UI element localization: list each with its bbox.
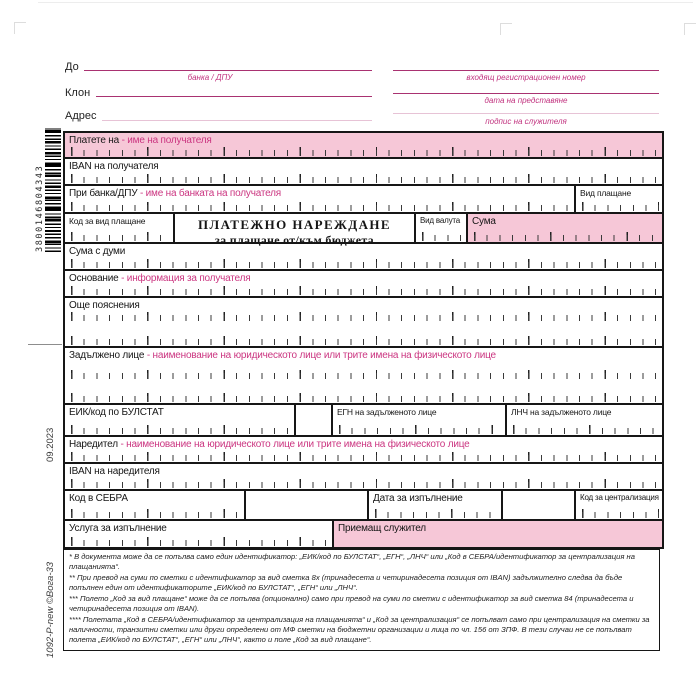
payment-order-form — [63, 131, 664, 549]
barcode — [35, 128, 62, 252]
address-label: Адрес — [65, 110, 97, 122]
iban-payee-comb — [71, 174, 659, 183]
field-sebra[interactable] — [65, 491, 244, 519]
form-title-line1: ПЛАТЕЖНО НАРЕЖДАНЕ — [198, 217, 391, 232]
reg-signature-line[interactable] — [393, 113, 659, 114]
more-details-comb2 — [71, 336, 659, 345]
field-amount[interactable] — [468, 214, 662, 242]
footnote-2: ** При превод на суми по сметки с идентификатор за вид сметка 8x (тринадесета и четиринадесета позиция от IBAN) задължително следва да бъде попълнен един от идентификаторите „ЕИК/код по БУЛСТАТ“, „ЕГН“ или „ЛНЧ“. — [69, 573, 623, 593]
to-sublabel: банка / ДПУ — [187, 73, 233, 82]
row-identifiers — [65, 403, 662, 435]
field-amount-words[interactable] — [65, 242, 662, 269]
payee-comb — [71, 147, 659, 156]
field-payee[interactable] — [65, 133, 662, 157]
currency-comb — [422, 232, 463, 241]
egn-label: ЕГН на задълженото лице — [337, 407, 437, 417]
field-orderer[interactable] — [65, 435, 662, 462]
field-obliged[interactable] — [65, 346, 662, 380]
sebra-label: Код в СЕБРА — [69, 493, 128, 504]
centralization-code-label: Код за централизация — [580, 493, 659, 502]
sebra-comb — [71, 509, 241, 518]
exec-date-label: Дата за изпълнение — [373, 493, 463, 504]
edition-date: 09.2023 — [45, 427, 56, 462]
payment-kind-code-label: Код за вид плащане — [69, 216, 146, 226]
amount-comb — [474, 232, 659, 241]
field-grounds[interactable] — [65, 269, 662, 296]
exec-gap-cell — [501, 491, 574, 519]
form-code: 1092-P-new ©Вога-33 — [45, 561, 56, 658]
row-service — [65, 519, 662, 547]
field-more-details-line2[interactable] — [65, 322, 662, 346]
page-top-edge — [38, 2, 693, 3]
to-label: До — [65, 61, 79, 73]
field-centralization-code[interactable] — [574, 491, 662, 519]
field-receiving-officer[interactable] — [332, 521, 662, 547]
footnote-4: **** Полетата „Код в СЕБРА/идентификатор за централизация на плащанията“ и „Код за централизация“ се попълват само при централизация на сметки за наличности, транзитни сметки или други определени от МФ сметки на бюджетни организации и лица по чл. 156 от ЗПФ. В тези случаи не се попълват полета „ЕИК/код по БУЛСТАТ“, „ЕГН“ или „ЛНЧ“, както и поле „Код за вид плащане“. — [69, 615, 650, 645]
field-exec-service[interactable] — [65, 521, 332, 547]
bank-label: При банка/ДПУ — [69, 188, 138, 199]
grounds-comb — [71, 286, 659, 295]
amount-words-label: Сума с думи — [69, 246, 126, 257]
field-payment-type[interactable] — [574, 186, 662, 212]
address-line[interactable] — [102, 120, 372, 121]
amount-label: Сума — [472, 216, 496, 227]
iban-orderer-label: IBAN на наредителя — [69, 466, 160, 477]
crop-mark — [14, 22, 26, 34]
obliged-comb2 — [71, 393, 659, 402]
grounds-label: Основание — [69, 273, 119, 284]
identifier-gap-cell — [294, 405, 331, 435]
reg-number-label: входящ регистрационен номер — [466, 73, 586, 82]
obliged-label: Задължено лице — [69, 350, 145, 361]
to-line[interactable] — [84, 70, 372, 71]
row-sebra — [65, 489, 662, 519]
eik-comb — [71, 425, 291, 434]
field-more-details[interactable] — [65, 296, 662, 322]
field-egn[interactable] — [331, 405, 505, 435]
orderer-label: Наредител — [69, 439, 118, 450]
eik-label: ЕИК/код по БУЛСТАТ — [69, 407, 164, 418]
more-details-label: Още пояснения — [69, 300, 140, 311]
barcode-number: 3800146804343 — [35, 164, 45, 252]
crop-mark — [684, 23, 696, 35]
footnotes-box — [63, 549, 660, 651]
currency-label: Вид валута — [420, 216, 460, 225]
branch-line[interactable] — [96, 96, 372, 97]
lnch-label: ЛНЧ на задълженото лице — [511, 407, 612, 417]
obliged-comb — [71, 370, 659, 379]
sebra-gap-cell — [244, 491, 367, 519]
field-bank[interactable] — [65, 186, 574, 212]
exec-service-label: Услуга за изпълнение — [69, 523, 167, 534]
iban-orderer-comb — [71, 479, 659, 488]
form-title — [173, 214, 416, 247]
orderer-hint: - наименование на юридическото лице или трите имена на физическото лице — [120, 439, 470, 450]
field-iban-payee[interactable] — [65, 157, 662, 184]
reg-number-line[interactable] — [393, 70, 659, 71]
egn-comb — [339, 425, 502, 434]
iban-payee-label: IBAN на получателя — [69, 161, 159, 172]
bank-comb — [71, 202, 571, 211]
payee-label: Платете на — [69, 135, 119, 146]
field-eik[interactable] — [65, 405, 294, 435]
crop-mark — [500, 23, 512, 35]
field-currency[interactable] — [416, 214, 468, 242]
barcode-bars — [45, 128, 61, 252]
centralization-code-comb — [582, 509, 659, 518]
exec-service-comb — [71, 537, 329, 546]
amount-words-comb — [71, 259, 659, 268]
field-payment-kind-code[interactable] — [65, 214, 173, 242]
payment-kind-code-comb — [71, 232, 170, 241]
field-obliged-line2[interactable] — [65, 380, 662, 403]
obliged-hint: - наименование на юридическото лице или трите имена на физическото лице — [146, 350, 496, 361]
payment-type-label: Вид плащане — [580, 188, 631, 198]
reg-date-label: дата на представяне — [484, 96, 568, 105]
field-lnch[interactable] — [505, 405, 662, 435]
payment-type-comb — [582, 202, 659, 211]
registration-mark — [28, 344, 62, 345]
exec-date-comb — [375, 509, 498, 518]
bank-hint: - име на банката на получателя — [139, 188, 281, 199]
lnch-comb — [513, 425, 659, 434]
grounds-hint: - информация за получателя — [121, 273, 251, 284]
row-title — [65, 212, 662, 247]
orderer-comb — [71, 452, 659, 461]
reg-signature-label: подпис на служителя — [485, 117, 567, 126]
footnote-3: *** Полето „Код за вид плащане“ може да се попълва (опционално) само при превод на суми по сметки с идентификатор за вид сметка 84 (тринадесета и четиринадесета позиция от IBAN). — [69, 594, 634, 614]
more-details-comb — [71, 312, 659, 321]
footnote-1: * В документа може да се попълва само един идентификатор: „ЕИК/код по БУЛСТАТ“, „ЕГН“, „ЛНЧ“ или „Код в СЕБРА/идентификатор за централизация на плащанията“. — [69, 552, 635, 572]
form-title-line2: за плащане от/към бюджета — [215, 233, 374, 247]
branch-label: Клон — [65, 87, 91, 99]
field-exec-date[interactable] — [367, 491, 501, 519]
receiving-officer-label: Приемащ служител — [338, 523, 426, 534]
reg-date-line[interactable] — [393, 93, 659, 94]
payee-hint: - име на получателя — [121, 135, 212, 146]
row-bank — [65, 184, 662, 212]
field-iban-orderer[interactable] — [65, 462, 662, 489]
